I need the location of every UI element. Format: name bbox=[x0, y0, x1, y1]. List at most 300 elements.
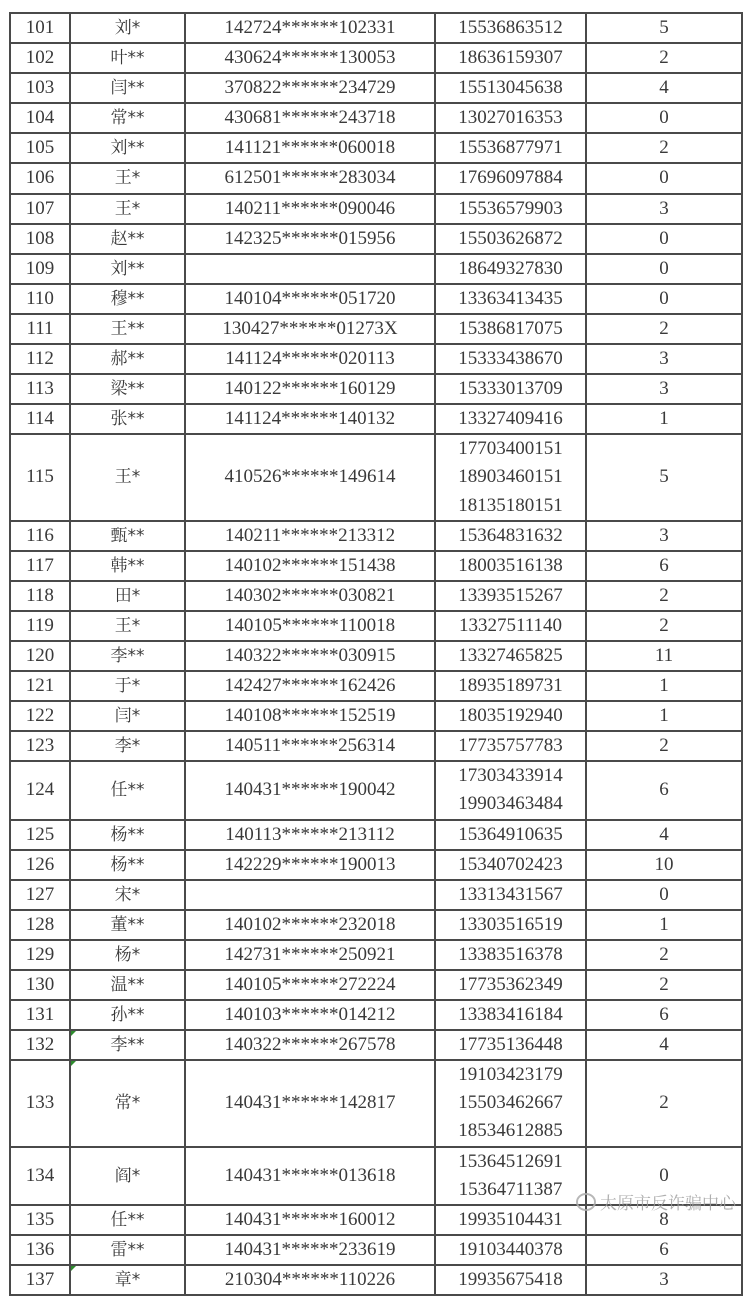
table-row bbox=[10, 880, 742, 910]
phone-number: 13327465825 bbox=[458, 644, 563, 666]
table-row bbox=[10, 521, 742, 551]
phone-cell bbox=[435, 404, 586, 434]
count: 4 bbox=[586, 820, 742, 850]
phone-number: 19935675418 bbox=[458, 1268, 563, 1290]
table-row bbox=[10, 850, 742, 880]
phone-number: 17735136448 bbox=[458, 1034, 563, 1056]
phone-cell bbox=[435, 970, 586, 1000]
count: 2 bbox=[586, 43, 742, 73]
phone-cell bbox=[435, 880, 586, 910]
masked-name: 叶** bbox=[110, 48, 145, 69]
phone-cell bbox=[435, 163, 586, 193]
id-number: 430624******130053 bbox=[185, 43, 435, 73]
row-number: 121 bbox=[10, 671, 70, 701]
name-cell bbox=[70, 551, 185, 581]
name-cell bbox=[70, 404, 185, 434]
phone-number: 18636159307 bbox=[458, 47, 563, 69]
masked-name: 赵** bbox=[110, 228, 145, 249]
id-number: 210304******110226 bbox=[185, 1265, 435, 1295]
name-cell bbox=[70, 13, 185, 43]
id-number bbox=[185, 880, 435, 910]
table-row bbox=[10, 103, 742, 133]
count: 6 bbox=[586, 761, 742, 819]
table-row bbox=[10, 434, 742, 520]
phone-cell bbox=[435, 581, 586, 611]
masked-name: 宋* bbox=[114, 884, 141, 905]
count: 1 bbox=[586, 671, 742, 701]
name-cell bbox=[70, 103, 185, 133]
masked-name: 阎* bbox=[114, 1165, 141, 1186]
phone-cell bbox=[435, 820, 586, 850]
phone-number: 18003516138 bbox=[458, 554, 563, 576]
wechat-icon bbox=[576, 1193, 596, 1211]
phone-number: 13027016353 bbox=[458, 107, 563, 129]
table-row bbox=[10, 1060, 742, 1146]
name-cell bbox=[70, 641, 185, 671]
count: 0 bbox=[586, 1147, 742, 1205]
row-number: 119 bbox=[10, 611, 70, 641]
phone-cell bbox=[435, 194, 586, 224]
count: 2 bbox=[586, 940, 742, 970]
row-number: 130 bbox=[10, 970, 70, 1000]
count: 2 bbox=[586, 731, 742, 761]
count: 11 bbox=[586, 641, 742, 671]
count: 2 bbox=[586, 581, 742, 611]
id-number: 140431******142817 bbox=[185, 1060, 435, 1146]
masked-name: 王* bbox=[114, 615, 141, 636]
id-number: 140108******152519 bbox=[185, 701, 435, 731]
phone-number: 17696097884 bbox=[458, 167, 563, 189]
count: 5 bbox=[586, 13, 742, 43]
table-body bbox=[10, 13, 742, 1295]
row-number: 131 bbox=[10, 1000, 70, 1030]
phone-cell bbox=[435, 1030, 586, 1060]
id-number: 142427******162426 bbox=[185, 671, 435, 701]
phone-number: 18135180151 bbox=[458, 494, 563, 516]
watermark-text: 太原市反诈骗中心 bbox=[600, 1194, 736, 1214]
table-row bbox=[10, 1235, 742, 1265]
phone-number: 15340702423 bbox=[458, 853, 563, 875]
masked-name: 刘** bbox=[110, 138, 145, 159]
phone-cell bbox=[435, 1060, 586, 1146]
row-number: 133 bbox=[10, 1060, 70, 1146]
phone-cell bbox=[435, 254, 586, 284]
row-number: 113 bbox=[10, 374, 70, 404]
masked-name: 刘** bbox=[110, 258, 145, 279]
count: 2 bbox=[586, 611, 742, 641]
phone-cell bbox=[435, 1205, 586, 1235]
id-number: 140431******190042 bbox=[185, 761, 435, 819]
id-number: 140511******256314 bbox=[185, 731, 435, 761]
id-number: 140122******160129 bbox=[185, 374, 435, 404]
id-number: 140322******267578 bbox=[185, 1030, 435, 1060]
phone-cell bbox=[435, 103, 586, 133]
phone-number: 13383416184 bbox=[458, 1004, 563, 1026]
phone-number: 15333438670 bbox=[458, 348, 563, 370]
row-number: 132 bbox=[10, 1030, 70, 1060]
masked-name: 甄** bbox=[110, 525, 145, 546]
name-cell bbox=[70, 581, 185, 611]
id-number bbox=[185, 254, 435, 284]
name-cell bbox=[70, 671, 185, 701]
table-row bbox=[10, 701, 742, 731]
name-cell bbox=[70, 1000, 185, 1030]
table-row bbox=[10, 163, 742, 193]
row-number: 110 bbox=[10, 284, 70, 314]
phone-number: 19103423179 bbox=[458, 1064, 563, 1086]
phone-cell bbox=[435, 731, 586, 761]
comment-marker-icon bbox=[71, 1266, 76, 1271]
table-row bbox=[10, 344, 742, 374]
row-number: 112 bbox=[10, 344, 70, 374]
table-row bbox=[10, 611, 742, 641]
id-number: 140105******110018 bbox=[185, 611, 435, 641]
phone-number: 13327409416 bbox=[458, 408, 563, 430]
name-cell bbox=[70, 731, 185, 761]
masked-name: 王* bbox=[114, 467, 141, 488]
masked-name: 章* bbox=[114, 1269, 141, 1290]
row-number: 136 bbox=[10, 1235, 70, 1265]
row-number: 125 bbox=[10, 820, 70, 850]
table-row bbox=[10, 194, 742, 224]
row-number: 116 bbox=[10, 521, 70, 551]
phone-cell bbox=[435, 1000, 586, 1030]
row-number: 114 bbox=[10, 404, 70, 434]
phone-cell bbox=[435, 611, 586, 641]
masked-name: 王* bbox=[114, 168, 141, 189]
id-number: 140103******014212 bbox=[185, 1000, 435, 1030]
count: 3 bbox=[586, 374, 742, 404]
table-row bbox=[10, 731, 742, 761]
name-cell bbox=[70, 1205, 185, 1235]
id-number: 140322******030915 bbox=[185, 641, 435, 671]
row-number: 108 bbox=[10, 224, 70, 254]
count: 3 bbox=[586, 344, 742, 374]
phone-number: 15333013709 bbox=[458, 378, 563, 400]
name-cell bbox=[70, 521, 185, 551]
name-cell bbox=[70, 314, 185, 344]
count: 3 bbox=[586, 1265, 742, 1295]
row-number: 102 bbox=[10, 43, 70, 73]
masked-name: 常* bbox=[114, 1093, 141, 1114]
row-number: 127 bbox=[10, 880, 70, 910]
comment-marker-icon bbox=[71, 1031, 76, 1036]
masked-name: 穆** bbox=[110, 288, 145, 309]
table-row bbox=[10, 581, 742, 611]
id-number: 130427******01273X bbox=[185, 314, 435, 344]
count: 0 bbox=[586, 284, 742, 314]
row-number: 122 bbox=[10, 701, 70, 731]
phone-number: 19103440378 bbox=[458, 1238, 563, 1260]
phone-cell bbox=[435, 761, 586, 819]
masked-name: 李* bbox=[114, 736, 141, 757]
phone-number: 17303433914 bbox=[458, 765, 563, 787]
table-row bbox=[10, 940, 742, 970]
phone-cell bbox=[435, 43, 586, 73]
table-row bbox=[10, 284, 742, 314]
name-cell bbox=[70, 940, 185, 970]
masked-name: 梁** bbox=[110, 379, 145, 400]
table-row bbox=[10, 1265, 742, 1295]
id-number: 140104******051720 bbox=[185, 284, 435, 314]
masked-name: 郝** bbox=[110, 349, 145, 370]
phone-number: 15364512691 bbox=[458, 1150, 563, 1172]
count: 1 bbox=[586, 910, 742, 940]
phone-number: 19903463484 bbox=[458, 793, 563, 815]
count: 1 bbox=[586, 404, 742, 434]
name-cell bbox=[70, 611, 185, 641]
id-number: 370822******234729 bbox=[185, 73, 435, 103]
masked-name: 董** bbox=[110, 914, 145, 935]
phone-cell bbox=[435, 1235, 586, 1265]
count: 3 bbox=[586, 194, 742, 224]
masked-name: 于* bbox=[114, 676, 141, 697]
masked-name: 刘* bbox=[114, 18, 141, 38]
row-number: 107 bbox=[10, 194, 70, 224]
name-cell bbox=[70, 284, 185, 314]
phone-number: 15536579903 bbox=[458, 197, 563, 219]
masked-name: 王** bbox=[110, 318, 145, 339]
name-cell bbox=[70, 1147, 185, 1205]
count: 2 bbox=[586, 970, 742, 1000]
count: 2 bbox=[586, 133, 742, 163]
name-cell bbox=[70, 344, 185, 374]
name-cell bbox=[70, 1060, 185, 1146]
masked-name: 雷** bbox=[110, 1239, 145, 1260]
row-number: 105 bbox=[10, 133, 70, 163]
masked-name: 杨* bbox=[114, 944, 141, 965]
table-row bbox=[10, 13, 742, 43]
table-row bbox=[10, 133, 742, 163]
name-cell bbox=[70, 850, 185, 880]
count: 0 bbox=[586, 163, 742, 193]
id-number: 410526******149614 bbox=[185, 434, 435, 520]
id-number: 140102******232018 bbox=[185, 910, 435, 940]
row-number: 129 bbox=[10, 940, 70, 970]
id-number: 140113******213112 bbox=[185, 820, 435, 850]
phone-number: 18534612885 bbox=[458, 1120, 563, 1142]
name-cell bbox=[70, 910, 185, 940]
masked-name: 闫** bbox=[110, 78, 145, 99]
phone-cell bbox=[435, 434, 586, 520]
name-cell bbox=[70, 820, 185, 850]
row-number: 128 bbox=[10, 910, 70, 940]
masked-name: 李** bbox=[110, 645, 145, 666]
masked-name: 常** bbox=[110, 108, 145, 129]
name-cell bbox=[70, 1030, 185, 1060]
phone-cell bbox=[435, 850, 586, 880]
name-cell bbox=[70, 194, 185, 224]
id-number: 142325******015956 bbox=[185, 224, 435, 254]
row-number: 117 bbox=[10, 551, 70, 581]
table-row bbox=[10, 1000, 742, 1030]
phone-number: 15386817075 bbox=[458, 317, 563, 339]
row-number: 135 bbox=[10, 1205, 70, 1235]
phone-number: 13327511140 bbox=[458, 614, 563, 636]
name-cell bbox=[70, 970, 185, 1000]
phone-cell bbox=[435, 641, 586, 671]
row-number: 104 bbox=[10, 103, 70, 133]
phone-number: 15364910635 bbox=[458, 823, 563, 845]
phone-number: 15536863512 bbox=[458, 17, 563, 38]
phone-number: 15364711387 bbox=[458, 1178, 563, 1200]
id-number: 140431******013618 bbox=[185, 1147, 435, 1205]
masked-name: 李** bbox=[110, 1035, 145, 1056]
id-number: 141121******060018 bbox=[185, 133, 435, 163]
phone-number: 18935189731 bbox=[458, 675, 563, 697]
phone-number: 18903460151 bbox=[458, 466, 563, 488]
count: 0 bbox=[586, 224, 742, 254]
count: 6 bbox=[586, 1235, 742, 1265]
row-number: 137 bbox=[10, 1265, 70, 1295]
phone-cell bbox=[435, 224, 586, 254]
phone-cell bbox=[435, 284, 586, 314]
phone-number: 15536877971 bbox=[458, 137, 563, 159]
phone-cell bbox=[435, 1265, 586, 1295]
table-row bbox=[10, 1030, 742, 1060]
name-cell bbox=[70, 434, 185, 520]
phone-cell bbox=[435, 73, 586, 103]
table-row bbox=[10, 73, 742, 103]
phone-number: 17703400151 bbox=[458, 438, 563, 460]
row-number: 124 bbox=[10, 761, 70, 819]
row-number: 101 bbox=[10, 13, 70, 43]
table-row bbox=[10, 404, 742, 434]
row-number: 106 bbox=[10, 163, 70, 193]
row-number: 126 bbox=[10, 850, 70, 880]
masked-name: 张** bbox=[110, 409, 145, 430]
masked-name: 闫* bbox=[114, 706, 141, 727]
phone-cell bbox=[435, 374, 586, 404]
name-cell bbox=[70, 133, 185, 163]
name-cell bbox=[70, 43, 185, 73]
id-number: 141124******020113 bbox=[185, 344, 435, 374]
phone-cell bbox=[435, 551, 586, 581]
masked-name: 任** bbox=[110, 780, 145, 801]
masked-name: 温** bbox=[110, 975, 145, 995]
name-cell bbox=[70, 374, 185, 404]
table-row bbox=[10, 820, 742, 850]
table-row bbox=[10, 641, 742, 671]
name-cell bbox=[70, 163, 185, 193]
table-row bbox=[10, 254, 742, 284]
count: 1 bbox=[586, 701, 742, 731]
table-row bbox=[10, 910, 742, 940]
count: 4 bbox=[586, 73, 742, 103]
phone-number: 13363413435 bbox=[458, 287, 563, 309]
masked-name: 杨** bbox=[110, 824, 145, 845]
phone-number: 17735362349 bbox=[458, 974, 563, 995]
phone-number: 15503626872 bbox=[458, 227, 563, 249]
phone-number: 13313431567 bbox=[458, 883, 563, 905]
table-row bbox=[10, 374, 742, 404]
count: 0 bbox=[586, 880, 742, 910]
row-number: 123 bbox=[10, 731, 70, 761]
phone-number: 13303516519 bbox=[458, 913, 563, 935]
phone-number: 15364831632 bbox=[458, 524, 563, 546]
id-number: 140431******160012 bbox=[185, 1205, 435, 1235]
count: 6 bbox=[586, 1000, 742, 1030]
id-number: 140431******233619 bbox=[185, 1235, 435, 1265]
masked-name: 田* bbox=[114, 585, 141, 606]
phone-number: 17735757783 bbox=[458, 735, 563, 757]
table-row bbox=[10, 970, 742, 1000]
count: 0 bbox=[586, 254, 742, 284]
phone-cell bbox=[435, 940, 586, 970]
name-cell bbox=[70, 761, 185, 819]
phone-cell bbox=[435, 13, 586, 43]
row-number: 120 bbox=[10, 641, 70, 671]
masked-name: 任** bbox=[110, 1209, 145, 1230]
id-number: 142724******102331 bbox=[185, 13, 435, 43]
name-cell bbox=[70, 73, 185, 103]
phone-cell bbox=[435, 344, 586, 374]
phone-number: 18035192940 bbox=[458, 705, 563, 727]
watermark bbox=[576, 1189, 736, 1214]
phone-number: 13393515267 bbox=[458, 584, 563, 606]
table-row bbox=[10, 671, 742, 701]
phone-cell bbox=[435, 133, 586, 163]
masked-name: 王* bbox=[114, 198, 141, 219]
fraud-list-table bbox=[9, 12, 743, 1296]
masked-name: 杨** bbox=[110, 854, 145, 875]
count: 8 bbox=[586, 1205, 742, 1235]
id-number: 140102******151438 bbox=[185, 551, 435, 581]
count: 10 bbox=[586, 850, 742, 880]
row-number: 115 bbox=[10, 434, 70, 520]
phone-number: 15513045638 bbox=[458, 77, 563, 99]
table-row bbox=[10, 224, 742, 254]
row-number: 118 bbox=[10, 581, 70, 611]
count: 5 bbox=[586, 434, 742, 520]
count: 3 bbox=[586, 521, 742, 551]
id-number: 140302******030821 bbox=[185, 581, 435, 611]
count: 2 bbox=[586, 314, 742, 344]
phone-cell bbox=[435, 521, 586, 551]
phone-cell bbox=[435, 701, 586, 731]
phone-cell bbox=[435, 1147, 586, 1205]
table-row bbox=[10, 761, 742, 819]
masked-name: 孙** bbox=[110, 1005, 145, 1026]
name-cell bbox=[70, 1265, 185, 1295]
count: 6 bbox=[586, 551, 742, 581]
phone-cell bbox=[435, 314, 586, 344]
row-number: 134 bbox=[10, 1147, 70, 1205]
table-row bbox=[10, 43, 742, 73]
phone-number: 13383516378 bbox=[458, 943, 563, 965]
id-number: 140211******090046 bbox=[185, 194, 435, 224]
name-cell bbox=[70, 224, 185, 254]
table-row bbox=[10, 314, 742, 344]
id-number: 142229******190013 bbox=[185, 850, 435, 880]
phone-number: 18649327830 bbox=[458, 257, 563, 279]
comment-marker-icon bbox=[71, 1061, 76, 1066]
table-row bbox=[10, 551, 742, 581]
phone-cell bbox=[435, 910, 586, 940]
name-cell bbox=[70, 701, 185, 731]
count: 0 bbox=[586, 103, 742, 133]
row-number: 109 bbox=[10, 254, 70, 284]
id-number: 140211******213312 bbox=[185, 521, 435, 551]
name-cell bbox=[70, 880, 185, 910]
id-number: 140105******272224 bbox=[185, 970, 435, 1000]
name-cell bbox=[70, 254, 185, 284]
phone-cell bbox=[435, 671, 586, 701]
phone-number: 19935104431 bbox=[458, 1208, 563, 1230]
row-number: 103 bbox=[10, 73, 70, 103]
id-number: 141124******140132 bbox=[185, 404, 435, 434]
row-number: 111 bbox=[10, 314, 70, 344]
